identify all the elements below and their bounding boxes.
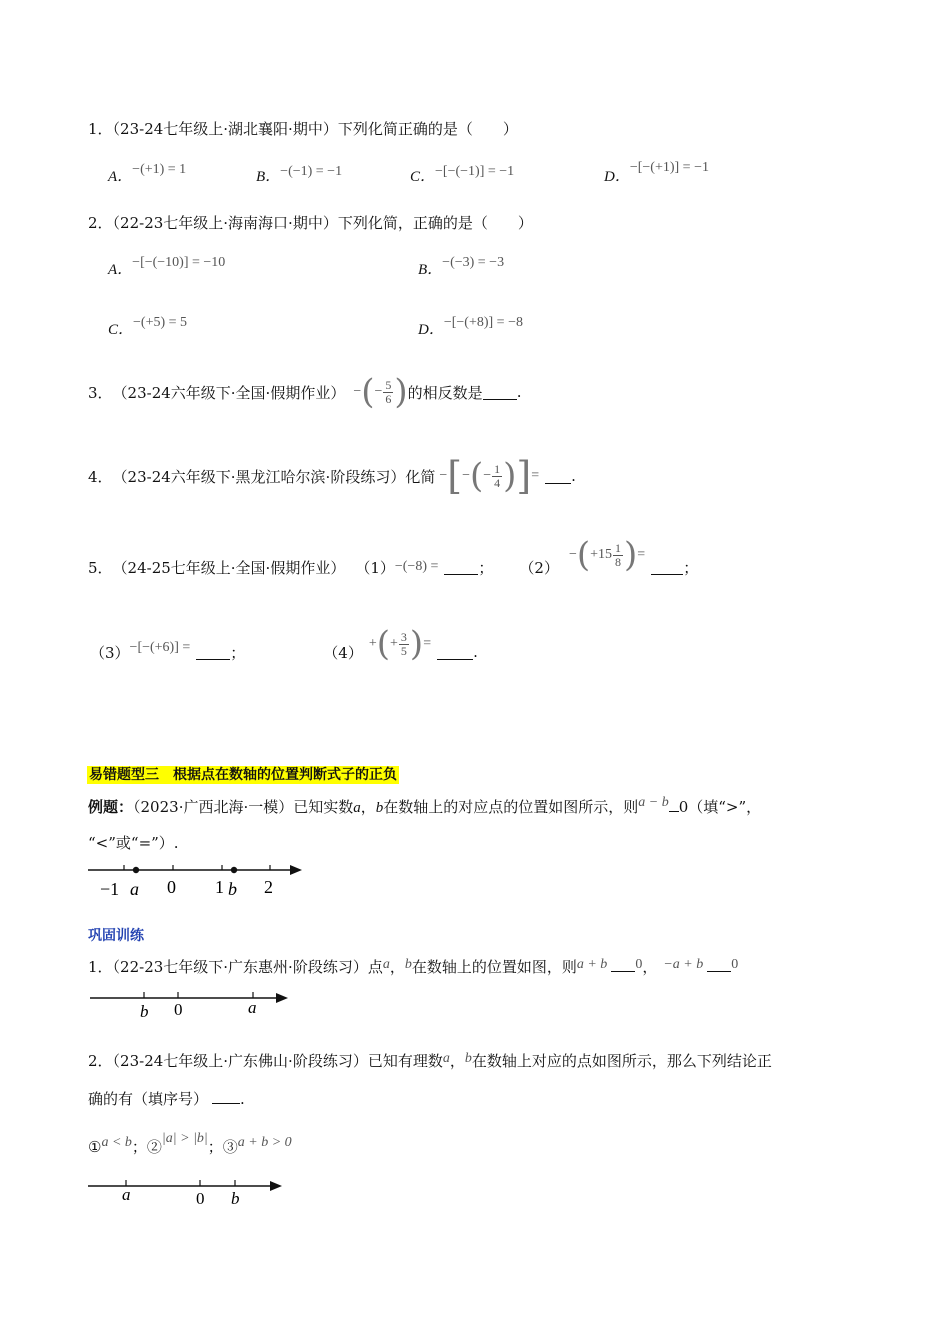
q2-option-b[interactable]: B．−(−3) = −3: [418, 255, 505, 278]
q5-stem: 5． （24-25七年级上·全国·假期作业） （1） −(−8) = ； （2） − ( +15 $\frac{1}{8}$ ) = ；: [88, 535, 699, 577]
q5-part1-expr: −(−8) =: [394, 559, 439, 574]
example-answer-blank[interactable]: [669, 796, 679, 812]
axis-label: b: [228, 879, 237, 899]
axis-label: 0: [196, 1189, 205, 1208]
statement-2: |a| > |b|: [161, 1131, 208, 1146]
example-label: 例题：: [88, 798, 134, 816]
q1-option-c[interactable]: C．−[−(−1)] = −1: [410, 164, 515, 185]
axis-label: a: [248, 998, 257, 1017]
section-title: 易错题型三 根据点在数轴的位置判断式子的正负: [89, 767, 397, 783]
q5-part3-expr: −[−(+6)] =: [129, 640, 191, 655]
practice2-statements: ①a < b；②|a| > |b|；③a + b > 0: [88, 1131, 292, 1156]
axis-label: b: [140, 1002, 149, 1021]
q4-fraction: $\frac{1}{4}$: [494, 461, 501, 490]
q5-part4-fraction: $\frac{3}{5}$: [400, 629, 407, 658]
q4-stem: 4． （23-24六年级下·黑龙江哈尔滨·阶段练习）化简 − [ − ( − $\frac{1}{4}$ ) ] = .: [88, 454, 576, 498]
practice2-number-line: [86, 1178, 291, 1208]
q1-option-a[interactable]: A．−(+1) = 1: [108, 162, 187, 185]
q2-option-d[interactable]: D．−[−(+8)] = −8: [418, 315, 523, 338]
axis-label: 2: [264, 877, 273, 897]
q5-part2-blank[interactable]: [651, 559, 683, 575]
example-number-line: [86, 860, 306, 904]
q3-fraction: $\frac{5}{6}$: [385, 377, 392, 406]
axis-label: b: [231, 1189, 240, 1208]
q5-line2: （3） −[−(+6)] = ； （4） + ( + $\frac{3}{5}$ ) = .: [90, 624, 478, 664]
q5-part2-fraction: $\frac{1}{8}$: [615, 540, 622, 569]
q5-part4-blank[interactable]: [437, 644, 473, 660]
axis-label: a: [122, 1185, 131, 1204]
point-a-dot: [133, 867, 139, 873]
q2-stem: 2．（22-23七年级上·海南海口·期中）下列化简，正确的是（ ）: [88, 214, 533, 232]
practice1-stem: 1．（22-23七年级下·广东惠州·阶段练习）点a，b在数轴上的位置如图，则a + b 0， −a + b 0: [88, 957, 739, 976]
q1-number: 1．: [88, 120, 113, 138]
q1-stem: [88, 118, 518, 139]
q1-text: （23-24七年级上·湖北襄阳·期中）下列化简正确的是（ ）: [112, 120, 518, 138]
q2-option-c[interactable]: C．−(+5) = 5: [108, 315, 188, 338]
example-line2: “<”或“=”）.: [88, 834, 179, 852]
axis-label: 0: [174, 1000, 183, 1019]
axis-label: 0: [167, 877, 176, 897]
q1-option-b[interactable]: B．−(−1) = −1: [256, 164, 343, 185]
axis-label: 1: [215, 877, 224, 897]
q3-stem: 3． （23-24六年级下·全国·假期作业） − ( − $\frac{5}{6}$ ) 的相反数是 .: [88, 372, 522, 412]
q2-text: （22-23七年级上·海南海口·期中）下列化简，正确的是（ ）: [112, 214, 533, 232]
axis-label: −1: [100, 879, 120, 899]
practice1-blank2[interactable]: [707, 956, 731, 972]
q5-part3-blank[interactable]: [196, 644, 230, 660]
practice2-stem: 2．（23-24七年级上·广东佛山·阶段练习）已知有理数a，b在数轴上对应的点如图所示，那么下列结论正: [88, 1051, 772, 1070]
practice1-number-line: [88, 988, 293, 1022]
practice-title: 巩固训练: [88, 928, 144, 944]
practice2-line2: 确的有（填序号） .: [88, 1090, 245, 1108]
q2-option-a[interactable]: A．−[−(−10)] = −10: [108, 255, 226, 278]
practice2-answer-blank[interactable]: [212, 1088, 240, 1104]
q5-part1-blank[interactable]: [444, 559, 478, 575]
axis-label: a: [130, 879, 139, 899]
statement-1: a < b: [101, 1135, 132, 1150]
q4-answer-blank[interactable]: [545, 468, 571, 484]
statement-3: a + b > 0: [237, 1135, 292, 1150]
point-b-dot: [231, 867, 237, 873]
practice1-blank1[interactable]: [611, 956, 635, 972]
q3-answer-blank[interactable]: [483, 384, 517, 400]
q1-option-d[interactable]: D．−[−(+1)] = −1: [604, 160, 709, 185]
example-line1: 例题：（2023·广西北海·一模）已知实数a，b在数轴上的对应点的位置如图所示，则a − b 0（填“>”，: [88, 795, 762, 816]
